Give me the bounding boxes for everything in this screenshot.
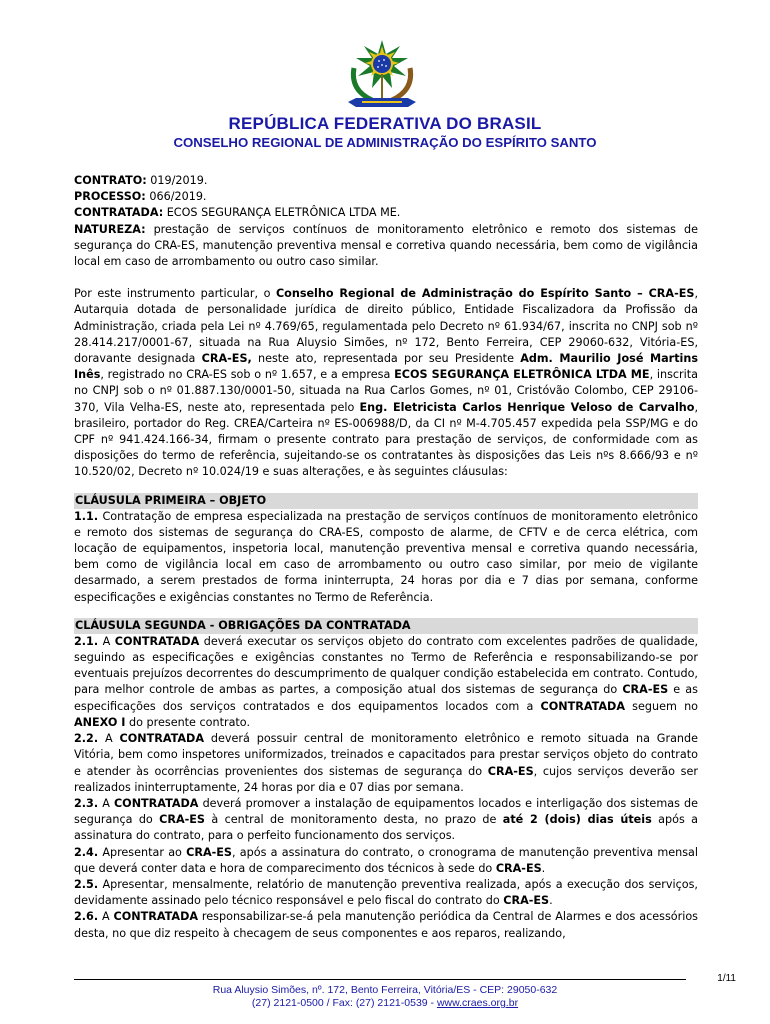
clause-text: seguem no xyxy=(624,699,699,713)
preamble-text: Por este instrumento particular, o xyxy=(74,287,276,301)
clause-number: 2.4. xyxy=(74,845,99,859)
clause-bold: CONTRATADA xyxy=(119,732,204,746)
clause-text: após a assinatura do contrato, para o perfeito funcionamento dos serviços. xyxy=(74,813,698,843)
contrato-line xyxy=(74,173,698,189)
clause-number: 2.2. xyxy=(74,732,99,746)
contrato-label: CONTRATO: xyxy=(74,174,147,187)
clause-text: Apresentar, mensalmente, relatório de manutenção preventiva realizada, após a execução dos serviços, devidamente assinado pelo técnico responsável e pelo fiscal do contrato do xyxy=(74,877,698,908)
preamble-text: , brasileiro, portador do Reg. CREA/Carteira nº ES-006988/D, da CI nº M-4.705.457 expedida pela SSP/MG e do CPF nº 941.424.166-34, firmam o presente contrato para prestação de serviços, de conformidade com as disposições do termo de referência, sujeitando-se os contratantes às disposições das Leis nºs 8.666/93 e nº 10.520/02, Decreto nº 10.024/19 e suas alterações, e às seguintes cláusulas: xyxy=(74,400,698,479)
clause-text: deverá promover a instalação de equipamentos locados e interligação dos sistemas de segurança do xyxy=(74,796,698,827)
preamble-paragraph xyxy=(74,286,698,480)
clause-bold: CRA-ES xyxy=(495,861,542,875)
clause-bold: CRA-ES xyxy=(503,894,550,908)
footer-phone: (27) 2121-0500 / Fax: (27) 2121-0539 - xyxy=(251,997,437,1009)
clause-2-2 xyxy=(74,731,698,796)
clause-bold: CONTRATADA xyxy=(113,910,199,924)
page-subtitle: CONSELHO REGIONAL DE ADMINISTRAÇÃO DO ESPÍRITO SANTO xyxy=(173,135,597,150)
preamble-bold: CRA-ES, xyxy=(201,352,252,366)
clause-bold: CRA-ES xyxy=(622,683,669,697)
clause-text: deverá possuir central de monitoramento eletrônico e remoto situada na Grande Vitória, bem como inspetores uniformizados, treinados e capacitados para prestar serviços objeto do contrato e atender às ocorrências provenientes dos sistemas de segurança do xyxy=(74,732,699,778)
clause-bold: CONTRATADA xyxy=(540,699,625,713)
clause-bold: CONTRATADA xyxy=(114,634,200,648)
clause-2-6 xyxy=(74,909,698,941)
clause-number: 2.3. xyxy=(74,796,99,810)
clause-text: deverá executar os serviços objeto do contrato com excelentes padrões de qualidade, seguindo as especificações e exigências constantes no Termo de Referência e responsabilizando-se por eventuais prejuízos decorrentes do descumprimento de qualquer condição estabelecida em contrato. Contudo, para melhor controle de ambas as partes, a composição atual dos sistemas de segurança do xyxy=(74,634,699,697)
footer-divider xyxy=(74,979,686,980)
clause-number: 2.6. xyxy=(74,910,99,924)
clause-number: 2.5. xyxy=(74,877,99,891)
preamble-text: neste ato, representada por seu Presidente xyxy=(251,352,521,366)
clause-text: responsabilizar-se-á pela manutenção periódica da Central de Alarmes e dos acessórios desta, no que diz respeito à checagem de seus componentes e aos reparos, realizando, xyxy=(74,910,699,940)
clausula-segunda-heading: CLÁUSULA SEGUNDA - OBRIGAÇÕES DA CONTRATADA xyxy=(74,618,698,634)
clause-bold: CRA-ES xyxy=(487,764,534,778)
clause-text: A xyxy=(98,910,114,924)
contratada-label: CONTRATADA: xyxy=(74,206,164,220)
contract-body xyxy=(74,173,698,942)
clause-2-4 xyxy=(74,845,698,877)
clause-bold: ANEXO I xyxy=(74,715,126,729)
clause-text: A xyxy=(98,634,115,648)
footer-website-link[interactable]: www.craes.org.br xyxy=(436,997,519,1009)
preamble-text: , Autarquia dotada de personalidade jurídica de direito público, Entidade Fiscalizadora da Profissão da Administração, criada pela Lei nº 4.769/65, regulamentada pelo Decreto nº 61.934/67, inscrita no CNPJ sob nº 28.414.217/0001-67, situada na Rua Aluysio Simões, nº 172, Bento Ferreira, CEP 29060-632, Vitória-ES, doravante designada xyxy=(74,287,698,366)
clause-text: e as especificações dos serviços contratados e dos equipamentos locados com a xyxy=(74,683,698,713)
clause-text: do presente contrato. xyxy=(125,715,251,729)
clause-bold: CONTRATADA xyxy=(113,796,199,810)
preamble-bold: ECOS SEGURANÇA ELETRÔNICA LTDA ME xyxy=(394,368,650,382)
clause-text: Apresentar ao xyxy=(98,845,187,859)
clause-text: . xyxy=(549,894,553,908)
contratada-value: ECOS SEGURANÇA ELETRÔNICA LTDA ME. xyxy=(163,206,401,220)
clause-text: à central de monitoramento desta, no prazo de xyxy=(204,813,503,827)
footer-address: Rua Aluysio Simões, nº. 172, Bento Ferreira, Vitória/ES - CEP: 29050-632 xyxy=(212,984,558,996)
preamble-bold: Conselho Regional de Administração do Espírito Santo – CRA-ES xyxy=(275,287,695,301)
natureza-line xyxy=(74,222,698,271)
clause-text: A xyxy=(98,732,120,746)
processo-value: 066/2019. xyxy=(145,190,207,204)
clause-text: . xyxy=(541,861,546,875)
clause-text: , cujos serviços deverão ser realizados ininterruptamente, 24 horas por dia e 07 dias por semana. xyxy=(74,764,698,794)
processo-label: PROCESSO: xyxy=(74,190,146,204)
processo-line xyxy=(74,189,698,205)
preamble-text: , registrado no CRA-ES sob o nº 1.657, e a empresa xyxy=(100,368,395,382)
preamble-bold: Adm. Maurilio José Martins Inês xyxy=(74,352,698,382)
clause-2-1 xyxy=(74,634,698,731)
preamble-text: , inscrita no CNPJ sob o nº 01.887.130/0001-50, situada na Rua Carlos Gomes, nº 01, Cristóvão Colombo, CEP 29106-370, Vila Velha-ES, neste ato, representada pelo xyxy=(74,368,699,414)
footer-contact xyxy=(0,997,770,1009)
clause-1-1 xyxy=(74,509,698,606)
brasao-brazil-seal xyxy=(336,38,428,118)
clause-2-3 xyxy=(74,796,698,845)
clause-text: Contratação de empresa especializada na prestação de serviços contínuos de monitoramento eletrônico e remoto dos sistemas de segurança do CRA-ES, composto de alarme, de CFTV e de cerca elétrica, com locação de equipamentos, inspetoria local, manutenção preventiva mensal e corretiva quando necessária, bem como de vigilância local em caso de arrombamento ou outro caso similar, por meio de vigilante desarmado, a serem prestados de forma ininterrupta, 24 horas por dia e 7 dias por semana, conforme especificações e exigências constantes no Termo de Referência. xyxy=(74,509,698,604)
natureza-label: NATUREZA: xyxy=(74,222,146,236)
clause-bold: CRA-ES xyxy=(159,813,205,827)
clause-number: 2.1. xyxy=(74,634,99,648)
clause-bold: CRA-ES xyxy=(186,845,232,859)
contrato-value: 019/2019. xyxy=(146,174,208,187)
clause-bold: até 2 (dois) dias úteis xyxy=(502,813,652,827)
page-title: REPÚBLICA FEDERATIVA DO BRASIL xyxy=(228,114,542,133)
clause-text: , após a assinatura do contrato, o cronograma de manutenção preventiva mensal que deverá conter data e hora de comparecimento dos técnicos à sede do xyxy=(74,845,698,875)
clause-number: 1.1. xyxy=(74,509,99,523)
clause-text: A xyxy=(98,796,114,810)
preamble-bold: Eng. Eletricista Carlos Henrique Veloso de Carvalho xyxy=(359,400,695,414)
page-number: 1/11 xyxy=(717,973,736,984)
natureza-value: prestação de serviços contínuos de monitoramento eletrônico e remoto dos sistemas de segurança do CRA-ES, manutenção preventiva mensal e corretiva quando necessária, bem como de vigilância local em caso de arrombamento ou outro caso similar. xyxy=(74,222,698,269)
clause-2-5 xyxy=(74,877,698,909)
contratada-line xyxy=(74,205,698,221)
clausula-primeira-heading: CLÁUSULA PRIMEIRA – OBJETO xyxy=(74,493,698,509)
